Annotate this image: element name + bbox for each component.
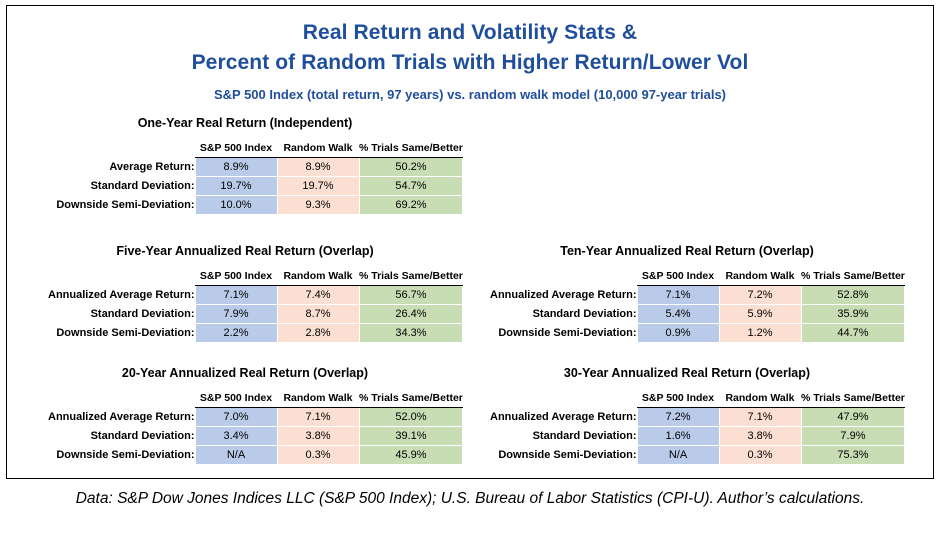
cell-trials: 52.0%	[359, 408, 463, 427]
cell-trials: 35.9%	[801, 305, 905, 324]
cell-trials: 45.9%	[359, 446, 463, 465]
stats-table	[35, 267, 463, 343]
panel-20-year	[35, 366, 463, 465]
column-header-trials: % Trials Same/Better	[801, 267, 905, 286]
cell-sp500: 1.6%	[637, 427, 719, 446]
cell-trials: 75.3%	[801, 446, 905, 465]
table-header-row	[35, 267, 463, 286]
row-label: Downside Semi-Deviation:	[498, 449, 637, 461]
cell-trials: 34.3%	[359, 324, 463, 343]
column-header-trials: % Trials Same/Better	[801, 389, 905, 408]
cell-trials: 56.7%	[359, 286, 463, 305]
panel-title: Ten-Year Annualized Real Return (Overlap)	[560, 244, 814, 258]
cell-trials: 7.9%	[801, 427, 905, 446]
table-row	[35, 427, 463, 446]
source-footnote: Data: S&P Dow Jones Indices LLC (S&P 500 Index); U.S. Bureau of Labor Statistics (CPI-U). Author’s calculations.	[75, 490, 865, 507]
table-row	[35, 286, 463, 305]
column-header-trials: % Trials Same/Better	[359, 139, 463, 158]
rowhead-blank	[35, 139, 195, 158]
cell-sp500: 7.1%	[637, 286, 719, 305]
cell-trials: 26.4%	[359, 305, 463, 324]
title-line-2: Percent of Random Trials with Higher Return/Lower Vol	[191, 51, 749, 74]
cell-trials: 69.2%	[359, 196, 463, 215]
row-label: Annualized Average Return:	[490, 411, 637, 423]
table-row	[35, 305, 463, 324]
table-row	[35, 324, 463, 343]
table-row	[477, 427, 905, 446]
cell-random-walk: 3.8%	[277, 427, 359, 446]
cell-random-walk: 2.8%	[277, 324, 359, 343]
panel-title: One-Year Real Return (Independent)	[137, 116, 353, 130]
row-label: Downside Semi-Deviation:	[498, 327, 637, 339]
cell-random-walk: 1.2%	[719, 324, 801, 343]
cell-sp500: 7.0%	[195, 408, 277, 427]
row-label: Downside Semi-Deviation:	[56, 327, 195, 339]
panel-30-year	[477, 366, 905, 465]
cell-sp500: 7.2%	[637, 408, 719, 427]
panel-ten-year	[477, 244, 905, 343]
cell-sp500: 5.4%	[637, 305, 719, 324]
table-header-row	[35, 389, 463, 408]
cell-random-walk: 5.9%	[719, 305, 801, 324]
table-row	[477, 305, 905, 324]
cell-sp500: 8.9%	[195, 158, 277, 177]
rowhead-blank	[35, 389, 195, 408]
row-label: Annualized Average Return:	[48, 289, 195, 301]
table-row	[477, 324, 905, 343]
stats-table	[477, 389, 905, 465]
cell-sp500: N/A	[195, 446, 277, 465]
column-header-trials: % Trials Same/Better	[359, 267, 463, 286]
cell-random-walk: 7.1%	[277, 408, 359, 427]
cell-trials: 44.7%	[801, 324, 905, 343]
column-header-random-walk: Random Walk	[719, 267, 801, 286]
table-header-row	[477, 267, 905, 286]
table-row	[35, 408, 463, 427]
title-block	[7, 6, 933, 102]
table-row	[477, 286, 905, 305]
cell-random-walk: 7.2%	[719, 286, 801, 305]
cell-sp500: 3.4%	[195, 427, 277, 446]
column-header-trials: % Trials Same/Better	[359, 389, 463, 408]
cell-sp500: 0.9%	[637, 324, 719, 343]
row-label: Annualized Average Return:	[490, 289, 637, 301]
table-row	[35, 158, 463, 177]
row-label: Standard Deviation:	[532, 308, 637, 320]
cell-trials: 47.9%	[801, 408, 905, 427]
cell-random-walk: 7.4%	[277, 286, 359, 305]
cell-random-walk: 0.3%	[719, 446, 801, 465]
cell-sp500: 19.7%	[195, 177, 277, 196]
column-header-sp500: S&P 500 Index	[195, 389, 277, 408]
column-header-sp500: S&P 500 Index	[195, 267, 277, 286]
cell-random-walk: 19.7%	[277, 177, 359, 196]
column-header-sp500: S&P 500 Index	[637, 389, 719, 408]
cell-random-walk: 9.3%	[277, 196, 359, 215]
column-header-random-walk: Random Walk	[719, 389, 801, 408]
cell-sp500: 10.0%	[195, 196, 277, 215]
rowhead-blank	[35, 267, 195, 286]
panel-one-year	[35, 116, 463, 215]
cell-sp500: 7.1%	[195, 286, 277, 305]
cell-random-walk: 8.7%	[277, 305, 359, 324]
stats-table	[477, 267, 905, 343]
rowhead-blank	[477, 389, 637, 408]
table-row	[477, 408, 905, 427]
row-label: Standard Deviation:	[90, 308, 195, 320]
panel-title: Five-Year Annualized Real Return (Overlap)	[116, 244, 374, 258]
row-label: Standard Deviation:	[90, 430, 195, 442]
column-header-random-walk: Random Walk	[277, 389, 359, 408]
row-label: Downside Semi-Deviation:	[56, 449, 195, 461]
title-line-1: Real Return and Volatility Stats &	[302, 21, 638, 44]
figure-frame	[6, 5, 934, 479]
column-header-random-walk: Random Walk	[277, 267, 359, 286]
table-row	[35, 196, 463, 215]
row-label: Downside Semi-Deviation:	[56, 199, 195, 211]
cell-trials: 52.8%	[801, 286, 905, 305]
stats-table	[35, 389, 463, 465]
cell-random-walk: 3.8%	[719, 427, 801, 446]
cell-sp500: 7.9%	[195, 305, 277, 324]
cell-trials: 50.2%	[359, 158, 463, 177]
cell-sp500: N/A	[637, 446, 719, 465]
panel-title: 20-Year Annualized Real Return (Overlap)	[121, 366, 369, 380]
column-header-random-walk: Random Walk	[277, 139, 359, 158]
row-label: Average Return:	[109, 161, 195, 173]
column-header-sp500: S&P 500 Index	[637, 267, 719, 286]
rowhead-blank	[477, 267, 637, 286]
panel-five-year	[35, 244, 463, 343]
cell-random-walk: 0.3%	[277, 446, 359, 465]
table-header-row	[477, 389, 905, 408]
subtitle: S&P 500 Index (total return, 97 years) vs. random walk model (10,000 97-year trials)	[213, 87, 727, 102]
cell-random-walk: 8.9%	[277, 158, 359, 177]
row-label: Annualized Average Return:	[48, 411, 195, 423]
table-row	[477, 446, 905, 465]
cell-trials: 39.1%	[359, 427, 463, 446]
column-header-sp500: S&P 500 Index	[195, 139, 277, 158]
stats-table	[35, 139, 463, 215]
cell-trials: 54.7%	[359, 177, 463, 196]
table-row	[35, 446, 463, 465]
cell-random-walk: 7.1%	[719, 408, 801, 427]
cell-sp500: 2.2%	[195, 324, 277, 343]
row-label: Standard Deviation:	[90, 180, 195, 192]
panel-title: 30-Year Annualized Real Return (Overlap)	[563, 366, 811, 380]
table-header-row	[35, 139, 463, 158]
row-label: Standard Deviation:	[532, 430, 637, 442]
table-row	[35, 177, 463, 196]
